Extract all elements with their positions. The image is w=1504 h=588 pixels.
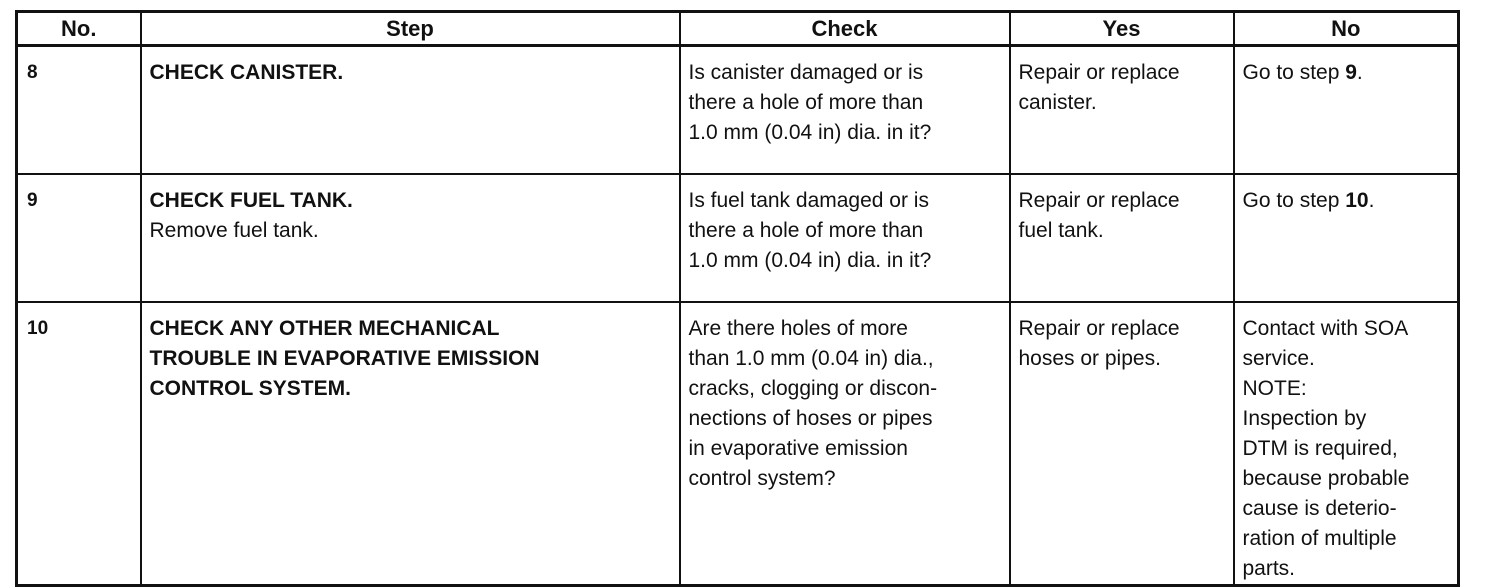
row-number: 9 <box>27 190 38 211</box>
note-text: cause is deterio- <box>1242 497 1397 520</box>
check-text: in evaporative emission <box>688 437 908 460</box>
check-text: there a hole of more than <box>688 91 924 114</box>
no-step-ref: 9 <box>1345 61 1357 84</box>
yes-text: Repair or replace <box>1018 189 1180 212</box>
check-cell <box>680 302 1010 586</box>
step-cell <box>141 46 680 175</box>
step-title: CHECK CANISTER. <box>149 61 344 84</box>
check-text: Is canister damaged or is <box>688 61 924 84</box>
header-yes: Yes <box>1010 12 1234 46</box>
yes-cell <box>1010 46 1234 175</box>
yes-cell <box>1010 302 1234 586</box>
check-text: cracks, clogging or discon- <box>688 377 938 400</box>
step-detail: Remove fuel tank. <box>149 219 319 242</box>
header-no-result: No <box>1234 12 1459 46</box>
header-no: No. <box>17 12 141 46</box>
note-label: NOTE: <box>1242 377 1307 400</box>
yes-text: Repair or replace <box>1018 61 1180 84</box>
check-text: control system? <box>688 467 836 490</box>
no-text-suffix: . <box>1356 61 1363 84</box>
check-text: nections of hoses or pipes <box>688 407 933 430</box>
check-text: there a hole of more than <box>688 219 924 242</box>
no-text-suffix: . <box>1368 189 1375 212</box>
yes-cell <box>1010 174 1234 302</box>
check-text: 1.0 mm (0.04 in) dia. in it? <box>688 249 932 272</box>
note-text: Inspection by <box>1242 407 1367 430</box>
row-number-cell <box>17 46 141 175</box>
step-cell <box>141 302 680 586</box>
table-row <box>17 302 1459 586</box>
no-text: service. <box>1242 347 1315 370</box>
check-cell <box>680 174 1010 302</box>
table-row <box>17 174 1459 302</box>
step-cell <box>141 174 680 302</box>
row-number: 10 <box>27 318 49 339</box>
note-text: ration of multiple <box>1242 527 1397 550</box>
note-text: parts. <box>1242 557 1296 580</box>
no-cell <box>1234 174 1459 302</box>
no-text: Go to step <box>1242 61 1346 84</box>
yes-text: canister. <box>1018 91 1097 114</box>
note-text: DTM is required, <box>1242 437 1398 460</box>
no-step-ref: 10 <box>1345 189 1369 212</box>
diagnostic-table <box>15 10 1460 587</box>
header-row <box>17 12 1459 46</box>
header-check: Check <box>680 12 1010 46</box>
check-cell <box>680 46 1010 175</box>
row-number-cell <box>17 302 141 586</box>
table-row <box>17 46 1459 175</box>
no-cell <box>1234 302 1459 586</box>
no-cell <box>1234 46 1459 175</box>
step-title: CONTROL SYSTEM. <box>149 377 351 400</box>
row-number-cell <box>17 174 141 302</box>
check-text: than 1.0 mm (0.04 in) dia., <box>688 347 934 370</box>
check-text: Is fuel tank damaged or is <box>688 189 929 212</box>
check-text: 1.0 mm (0.04 in) dia. in it? <box>688 121 932 144</box>
check-text: Are there holes of more <box>688 317 908 340</box>
step-title: TROUBLE IN EVAPORATIVE EMISSION <box>149 347 540 370</box>
yes-text: Repair or replace <box>1018 317 1180 340</box>
yes-text: fuel tank. <box>1018 219 1104 242</box>
step-title: CHECK FUEL TANK. <box>149 189 353 212</box>
no-text: Contact with SOA <box>1242 317 1409 340</box>
header-step: Step <box>141 12 680 46</box>
note-text: because probable <box>1242 467 1410 490</box>
step-title: CHECK ANY OTHER MECHANICAL <box>149 317 500 340</box>
no-text: Go to step <box>1242 189 1346 212</box>
row-number: 8 <box>27 62 38 83</box>
yes-text: hoses or pipes. <box>1018 347 1161 370</box>
